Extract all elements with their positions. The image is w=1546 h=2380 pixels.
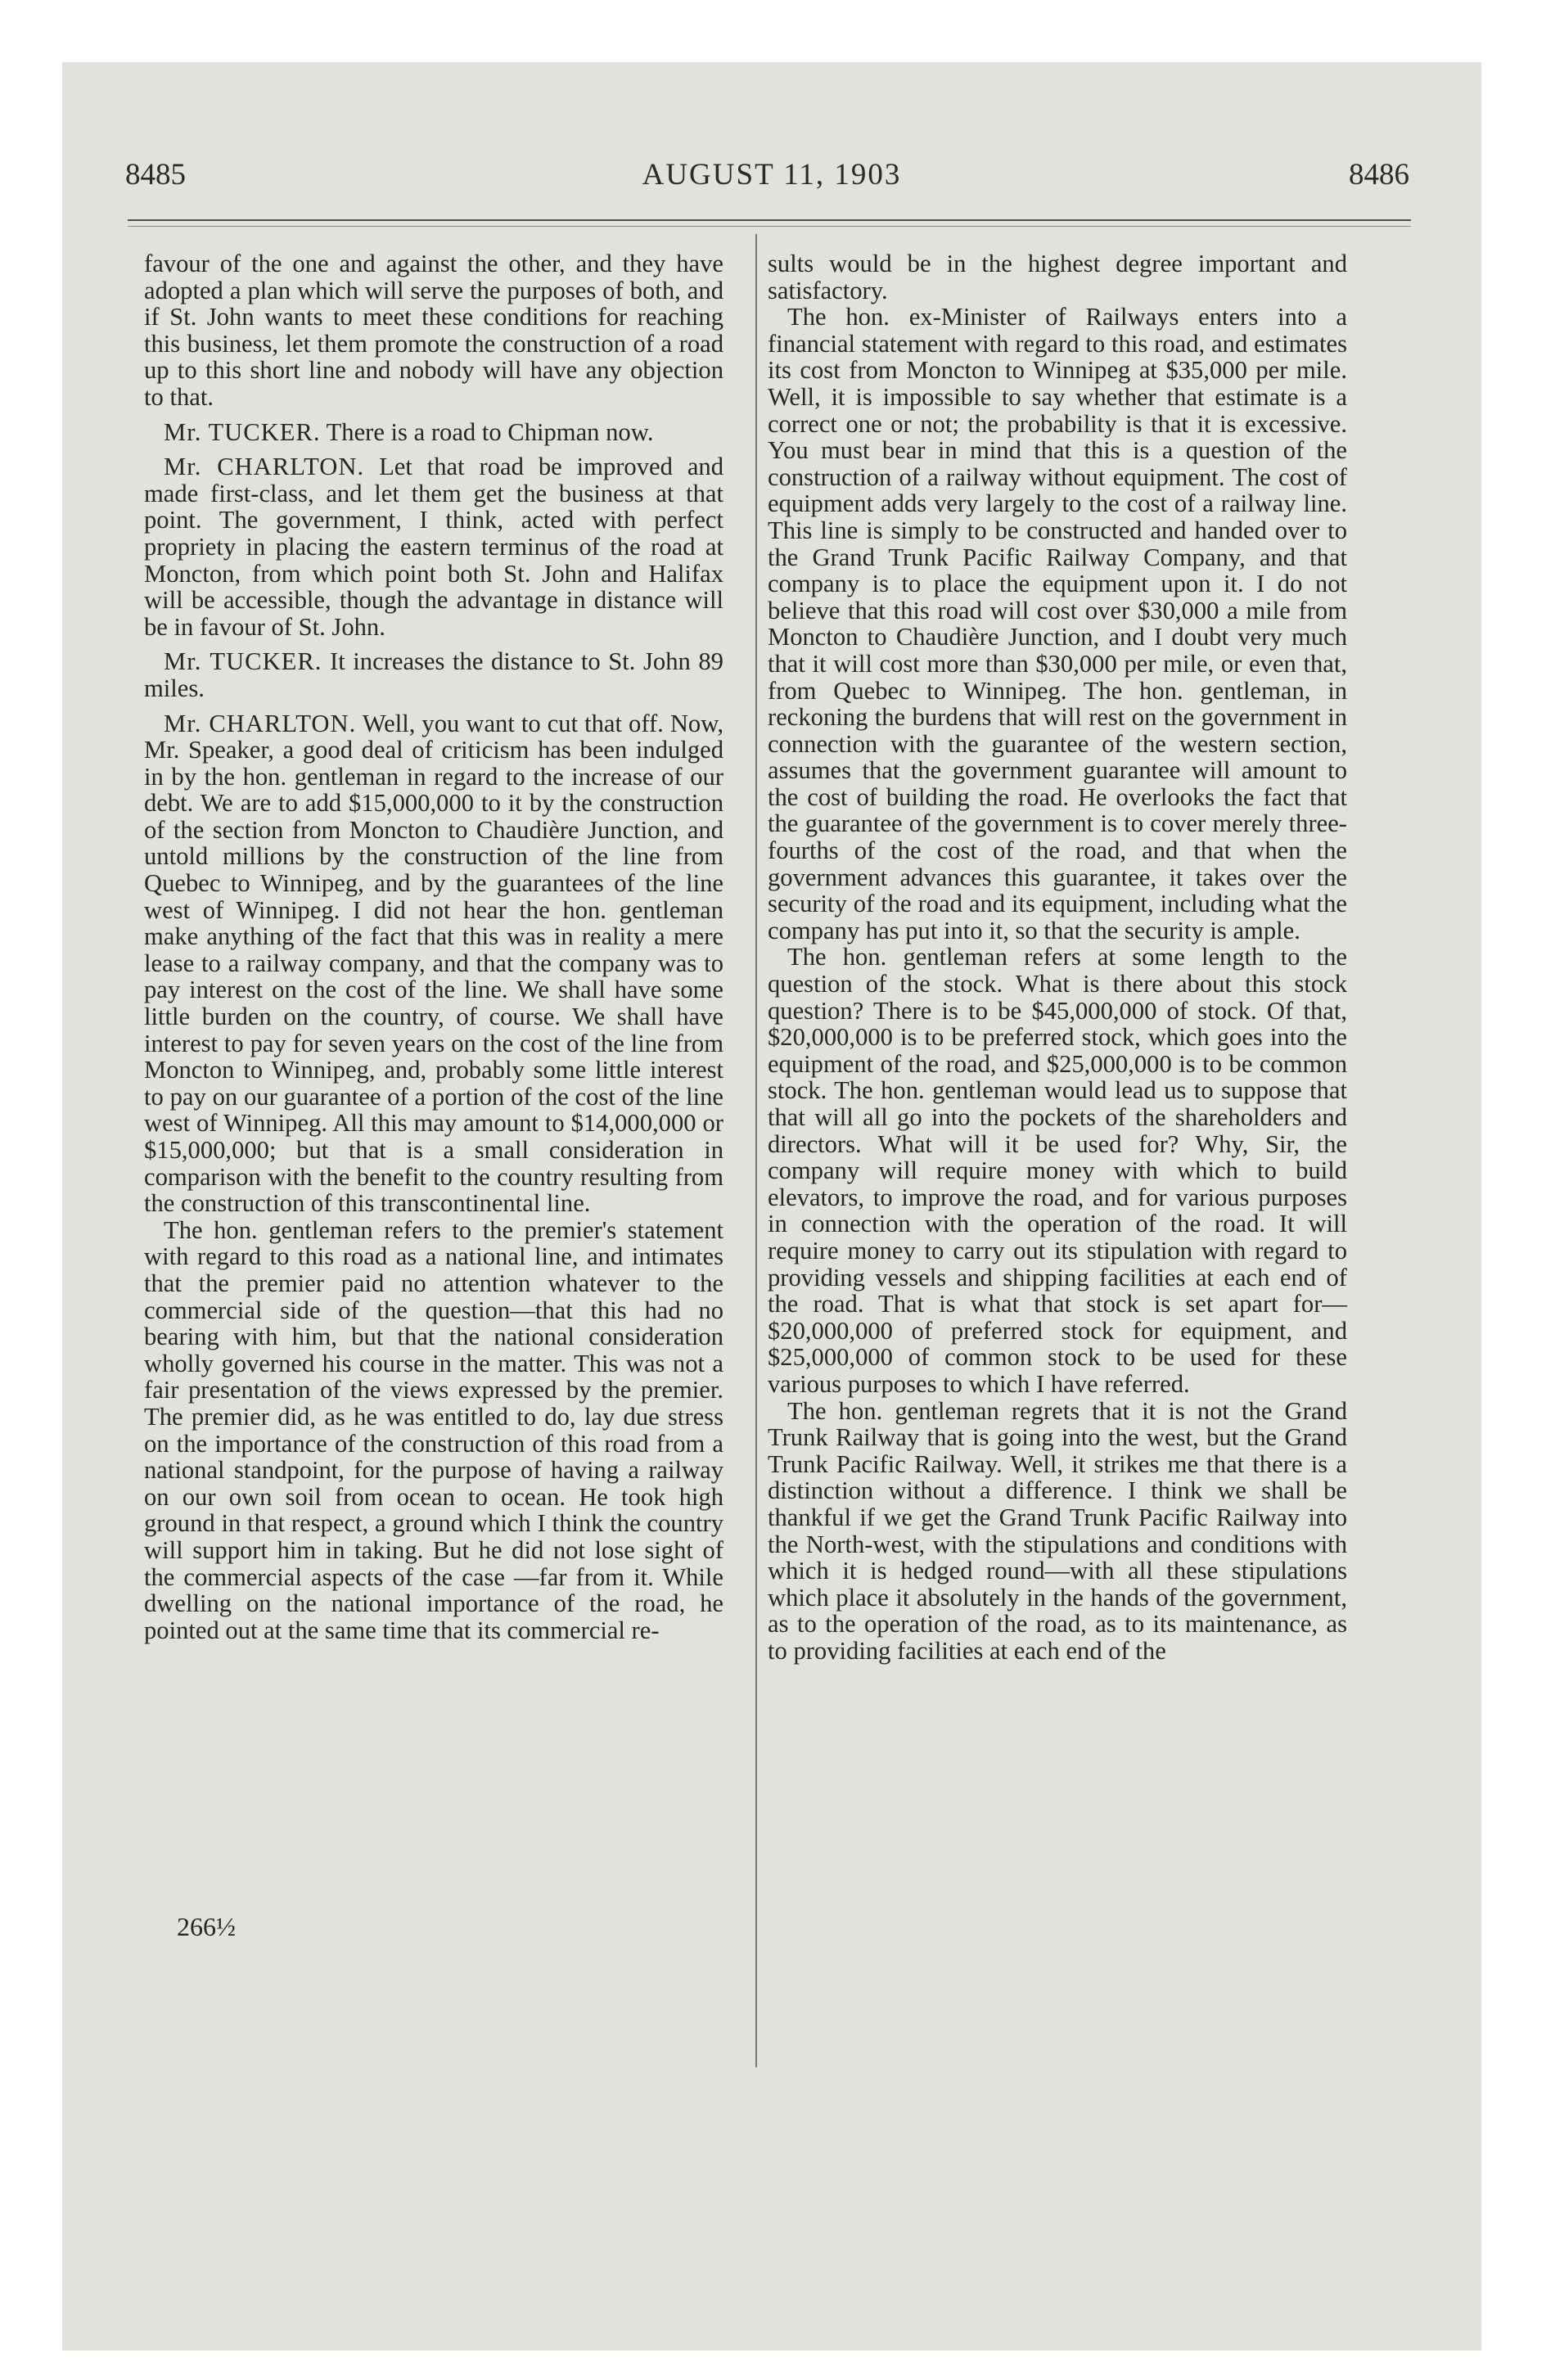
left-column [144, 250, 723, 1643]
speech-paragraph [144, 648, 723, 701]
speech-text: Let that road be improved and made first-class, and let them get the business at that point. The government, I think, acted with perfect propriety in placing the eastern terminus of the road at Moncton, from which point both St. John and Halifax will be accessible, though the advantage in distance will be in favour of St. John. [144, 453, 723, 641]
speaker-name: Mr. CHARLTON. [164, 453, 365, 481]
page-number-right: 8486 [1349, 158, 1409, 192]
page-date: AUGUST 11, 1903 [642, 158, 902, 192]
speech-paragraph [144, 710, 723, 1217]
page-number-left: 8485 [125, 158, 186, 192]
page-header [62, 157, 1481, 206]
column-divider [755, 234, 757, 2067]
paragraph: favour of the one and against the other, and they have adopted a plan which will serve the purposes of both, and if St. John wants to meet these conditions for reaching this business, let them promote the construction of a road up to this short line and nobody will have any objection to that. [144, 250, 723, 411]
speaker-name: Mr. CHARLTON. [164, 709, 357, 737]
paragraph: The hon. ex-Minister of Railways enters into a financial statement with regard to this road, and estimates its cost from Moncton to Winnipeg at $35,000 per mile. Well, it is impossible to say whether that estimate is a correct one or not; the probability is that it is excessive. You must bear in mind that this is a question of the construction of a railway without equipment. The cost of equipment adds very largely to the cost of a railway line. This line is simply to be constructed and handed over to the Grand Trunk Pacific Railway Company, and that company is to place the equipment upon it. I do not believe that this road will cost over $30,000 a mile from Moncton to Chaudière Junction, and I doubt very much that it will cost more than $30,000 per mile, or even that, from Quebec to Winnipeg. The hon. gentleman, in reckoning the burdens that will rest on the government in connection with the guarantee of the western section, assumes that the government guarantee will amount to the cost of building the road. He overlooks the fact that the guarantee of the government is to cover merely three-fourths of the cost of the road, and that when the government advances this guarantee, it takes over the security of the road and its equipment, including what the company has put into it, so that the security is ample. [768, 303, 1347, 944]
paragraph: The hon. gentleman refers at some length to the question of the stock. What is there about this stock question? There is to be $45,000,000 of stock. Of that, $20,000,000 is to be preferred stock, which goes into the equipment of the road, and $25,000,000 is to be common stock. The hon. gentleman would lead us to suppose that that will all go into the pockets of the shareholders and directors. What will it be used for? Why, Sir, the company will require money with which to build elevators, to improve the road, and for various purposes in connection with the operation of the road. It will require money to carry out its stipulation with regard to providing vessels and shipping facilities at each end of the road. That is what that stock is set apart for—$20,000,000 of preferred stock for equipment, and $25,000,000 of common stock to be used for these various purposes to which I have referred. [768, 943, 1347, 1398]
right-column [768, 250, 1347, 1664]
speech-paragraph [144, 419, 723, 446]
paragraph: sults would be in the highest degree important and satisfactory. [768, 250, 1347, 304]
sheet-mark: 266½ [177, 1912, 236, 1941]
speech-text: There is a road to Chipman now. [320, 417, 654, 446]
paragraph: The hon. gentleman refers to the premier's statement with regard to this road as a national line, and intimates that the premier paid no attention whatever to the commercial side of the question—that this had no bearing with him, but that the national consideration wholly governed his course in the matter. This was not a fair presentation of the views expressed by the premier. The premier did, as he was entitled to do, lay due stress on the importance of the construction of this road from a national standpoint, for the purpose of having a railway on our own soil from ocean to ocean. He took high ground in that respect, a ground which I think the country will support him in taking. But he did not lose sight of the commercial aspects of the case —far from it. While dwelling on the national importance of the road, he pointed out at the same time that its commercial re- [144, 1215, 723, 1644]
paragraph: The hon. gentleman regrets that it is not the Grand Trunk Railway that is going into the west, but the Grand Trunk Pacific Railway. Well, it strikes me that there is a distinction without a difference. I think we shall be thankful if we get the Grand Trunk Pacific Railway into the North-west, with the stipulations and conditions with which it is hedged round—with all these stipulations which place it absolutely in the hands of the government, as to the operation of the road, as to its maintenance, as to providing facilities at each end of the [768, 1396, 1347, 1665]
header-rule-secondary [128, 226, 1411, 227]
speaker-name: Mr. TUCKER. [164, 647, 322, 676]
speech-text: Well, you want to cut that off. Now, Mr. Speaker, a good deal of criticism has been indulged in by the hon. gentleman in regard to the increase of our debt. We are to add $15,000,000 to it by the construction of the section from Moncton to Chaudière Junction, and untold millions by the construction of the line from Quebec to Winnipeg, and by the guarantees of the line west of Winnipeg. I did not hear the hon. gentleman make anything of the fact that this was in reality a mere lease to a railway company, and that the company was to pay interest on the cost of the line. We shall have some little burden on the country, of course. We shall have interest to pay for seven years on the cost of the line from Moncton to Winnipeg, and, probably some little interest to pay on our guarantee of a portion of the cost of the line west of Winnipeg. All this may amount to $14,000,000 or $15,000,000; but that is a small consideration in comparison with the benefit to the country resulting from the construction of this transcontinental line. [144, 709, 723, 1218]
speech-text: It increases the distance to St. John 89 miles. [144, 647, 723, 702]
header-rule [128, 219, 1411, 221]
scanned-page [62, 62, 1481, 2351]
speaker-name: Mr. TUCKER. [164, 417, 321, 446]
speech-paragraph [144, 453, 723, 640]
